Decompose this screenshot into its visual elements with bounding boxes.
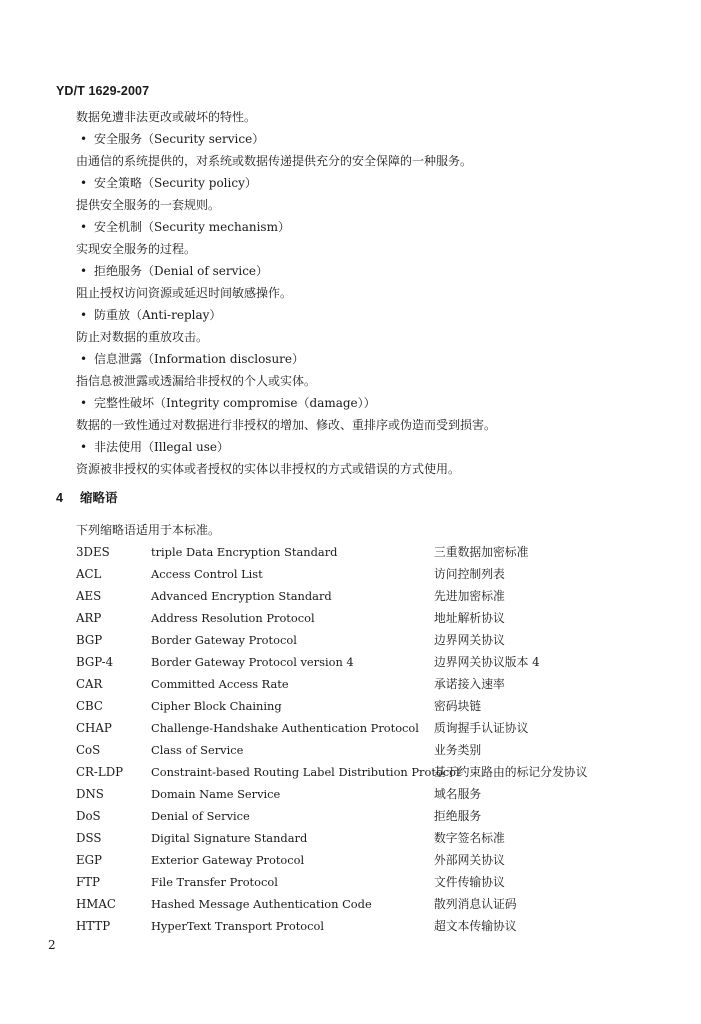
definition-body: 指信息被泄露或透漏给非授权的个人或实体。 xyxy=(76,374,317,388)
bullet-icon: • xyxy=(80,440,88,454)
section-intro: 下列缩略语适用于本标准。 xyxy=(76,523,221,537)
section-title: 缩略语 xyxy=(80,491,118,505)
chinese-term-cell: 拒绝服务 xyxy=(434,809,482,823)
abbreviation-cell: DoS xyxy=(76,809,101,823)
abbreviation-cell: BGP-4 xyxy=(76,655,114,669)
chinese-term-cell: 质询握手认证协议 xyxy=(434,721,529,735)
english-term-cell: Cipher Block Chaining xyxy=(151,699,282,713)
standard-code-header: YD/T 1629-2007 xyxy=(56,84,150,98)
bullet-icon: • xyxy=(80,220,88,234)
chinese-term-cell: 先进加密标准 xyxy=(434,589,505,603)
term-label: 完整性破坏（Integrity compromise（damage）） xyxy=(94,396,376,410)
abbreviation-cell: EGP xyxy=(76,853,102,867)
english-term-cell: HyperText Transport Protocol xyxy=(151,919,325,933)
definition-body: 由通信的系统提供的，对系统或数据传递提供充分的安全保障的一种服务。 xyxy=(76,154,473,168)
abbreviation-cell: DSS xyxy=(76,831,102,845)
english-term-cell: Denial of Service xyxy=(151,809,250,823)
term-label: 防重放（Anti-replay） xyxy=(94,308,222,322)
definition-body: 数据免遭非法更改或破坏的特性。 xyxy=(76,110,257,124)
term-label: 安全服务（Security service） xyxy=(94,132,265,146)
chinese-term-cell: 承诺接入速率 xyxy=(434,677,505,691)
definition-term xyxy=(76,172,636,194)
chinese-term-cell: 外部网关协议 xyxy=(434,853,505,867)
abbreviation-cell: ARP xyxy=(76,611,102,625)
term-label: 安全机制（Security mechanism） xyxy=(94,220,290,234)
abbreviation-cell: ACL xyxy=(76,567,102,581)
definition-term xyxy=(76,128,636,150)
term-label: 非法使用（Illegal use） xyxy=(94,440,229,454)
definition-body: 提供安全服务的一套规则。 xyxy=(76,198,221,212)
bullet-icon: • xyxy=(80,308,88,322)
english-term-cell: Class of Service xyxy=(151,743,244,757)
abbreviation-cell: BGP xyxy=(76,633,103,647)
definition-body: 资源被非授权的实体或者授权的实体以非授权的方式或错误的方式使用。 xyxy=(76,462,461,476)
definition-body: 实现安全服务的过程。 xyxy=(76,242,197,256)
section-heading xyxy=(56,488,118,506)
definition-term xyxy=(76,216,636,238)
chinese-term-cell: 超文本传输协议 xyxy=(434,919,517,933)
term-label: 拒绝服务（Denial of service） xyxy=(94,264,269,278)
english-term-cell: Exterior Gateway Protocol xyxy=(151,853,305,867)
page-number: 2 xyxy=(48,938,56,952)
english-term-cell: Access Control List xyxy=(151,567,263,581)
abbreviation-cell: HTTP xyxy=(76,919,111,933)
definition-text xyxy=(76,414,636,436)
definition-text xyxy=(76,458,636,480)
abbreviation-cell: CoS xyxy=(76,743,101,757)
english-term-cell: triple Data Encryption Standard xyxy=(151,545,338,559)
chinese-term-cell: 散列消息认证码 xyxy=(434,897,517,911)
chinese-term-cell: 三重数据加密标准 xyxy=(434,545,529,559)
abbreviation-cell: CBC xyxy=(76,699,103,713)
definition-term xyxy=(76,436,636,458)
definition-text xyxy=(76,326,636,348)
definition-body: 防止对数据的重放攻击。 xyxy=(76,330,209,344)
chinese-term-cell: 数字签名标准 xyxy=(434,831,505,845)
definition-term xyxy=(76,392,636,414)
abbreviation-cell: AES xyxy=(76,589,102,603)
english-term-cell: Address Resolution Protocol xyxy=(151,611,315,625)
definition-text xyxy=(76,150,636,172)
abbreviation-cell: CHAP xyxy=(76,721,112,735)
definition-term xyxy=(76,304,636,326)
english-term-cell: Hashed Message Authentication Code xyxy=(151,897,372,911)
chinese-term-cell: 访问控制列表 xyxy=(434,567,505,581)
chinese-term-cell: 密码块链 xyxy=(434,699,482,713)
english-term-cell: File Transfer Protocol xyxy=(151,875,278,889)
definition-text xyxy=(76,194,636,216)
chinese-term-cell: 边界网关协议 xyxy=(434,633,505,647)
english-term-cell: Digital Signature Standard xyxy=(151,831,308,845)
english-term-cell: Border Gateway Protocol version 4 xyxy=(151,655,354,669)
english-term-cell: Advanced Encryption Standard xyxy=(151,589,332,603)
definition-text xyxy=(76,238,636,260)
definition-term xyxy=(76,260,636,282)
bullet-icon: • xyxy=(80,132,88,146)
abbreviation-cell: DNS xyxy=(76,787,104,801)
chinese-term-cell: 地址解析协议 xyxy=(434,611,505,625)
section-number: 4 xyxy=(56,491,63,505)
chinese-term-cell: 边界网关协议版本 4 xyxy=(434,655,540,669)
english-term-cell: Committed Access Rate xyxy=(151,677,289,691)
abbreviation-cell: CR-LDP xyxy=(76,765,124,779)
definition-text xyxy=(76,370,636,392)
chinese-term-cell: 基于约束路由的标记分发协议 xyxy=(434,765,588,779)
bullet-icon: • xyxy=(80,352,88,366)
english-term-cell: Border Gateway Protocol xyxy=(151,633,297,647)
bullet-icon: • xyxy=(80,264,88,278)
bullet-icon: • xyxy=(80,396,88,410)
abbreviation-cell: 3DES xyxy=(76,545,110,559)
chinese-term-cell: 域名服务 xyxy=(434,787,482,801)
definition-text xyxy=(76,282,636,304)
definitions-block xyxy=(76,106,636,480)
definition-text xyxy=(76,106,636,128)
english-term-cell: Constraint-based Routing Label Distribution Protocol xyxy=(151,765,460,779)
abbreviation-cell: FTP xyxy=(76,875,100,889)
bullet-icon: • xyxy=(80,176,88,190)
term-label: 安全策略（Security policy） xyxy=(94,176,257,190)
definition-term xyxy=(76,348,636,370)
definition-body: 阻止授权访问资源或延迟时间敏感操作。 xyxy=(76,286,293,300)
chinese-term-cell: 业务类别 xyxy=(434,743,482,757)
abbreviation-cell: HMAC xyxy=(76,897,116,911)
term-label: 信息泄露（Information disclosure） xyxy=(94,352,305,366)
english-term-cell: Challenge-Handshake Authentication Protocol xyxy=(151,721,419,735)
definition-body: 数据的一致性通过对数据进行非授权的增加、修改、重排序或伪造而受到损害。 xyxy=(76,418,497,432)
chinese-term-cell: 文件传输协议 xyxy=(434,875,505,889)
english-term-cell: Domain Name Service xyxy=(151,787,281,801)
abbreviation-cell: CAR xyxy=(76,677,103,691)
